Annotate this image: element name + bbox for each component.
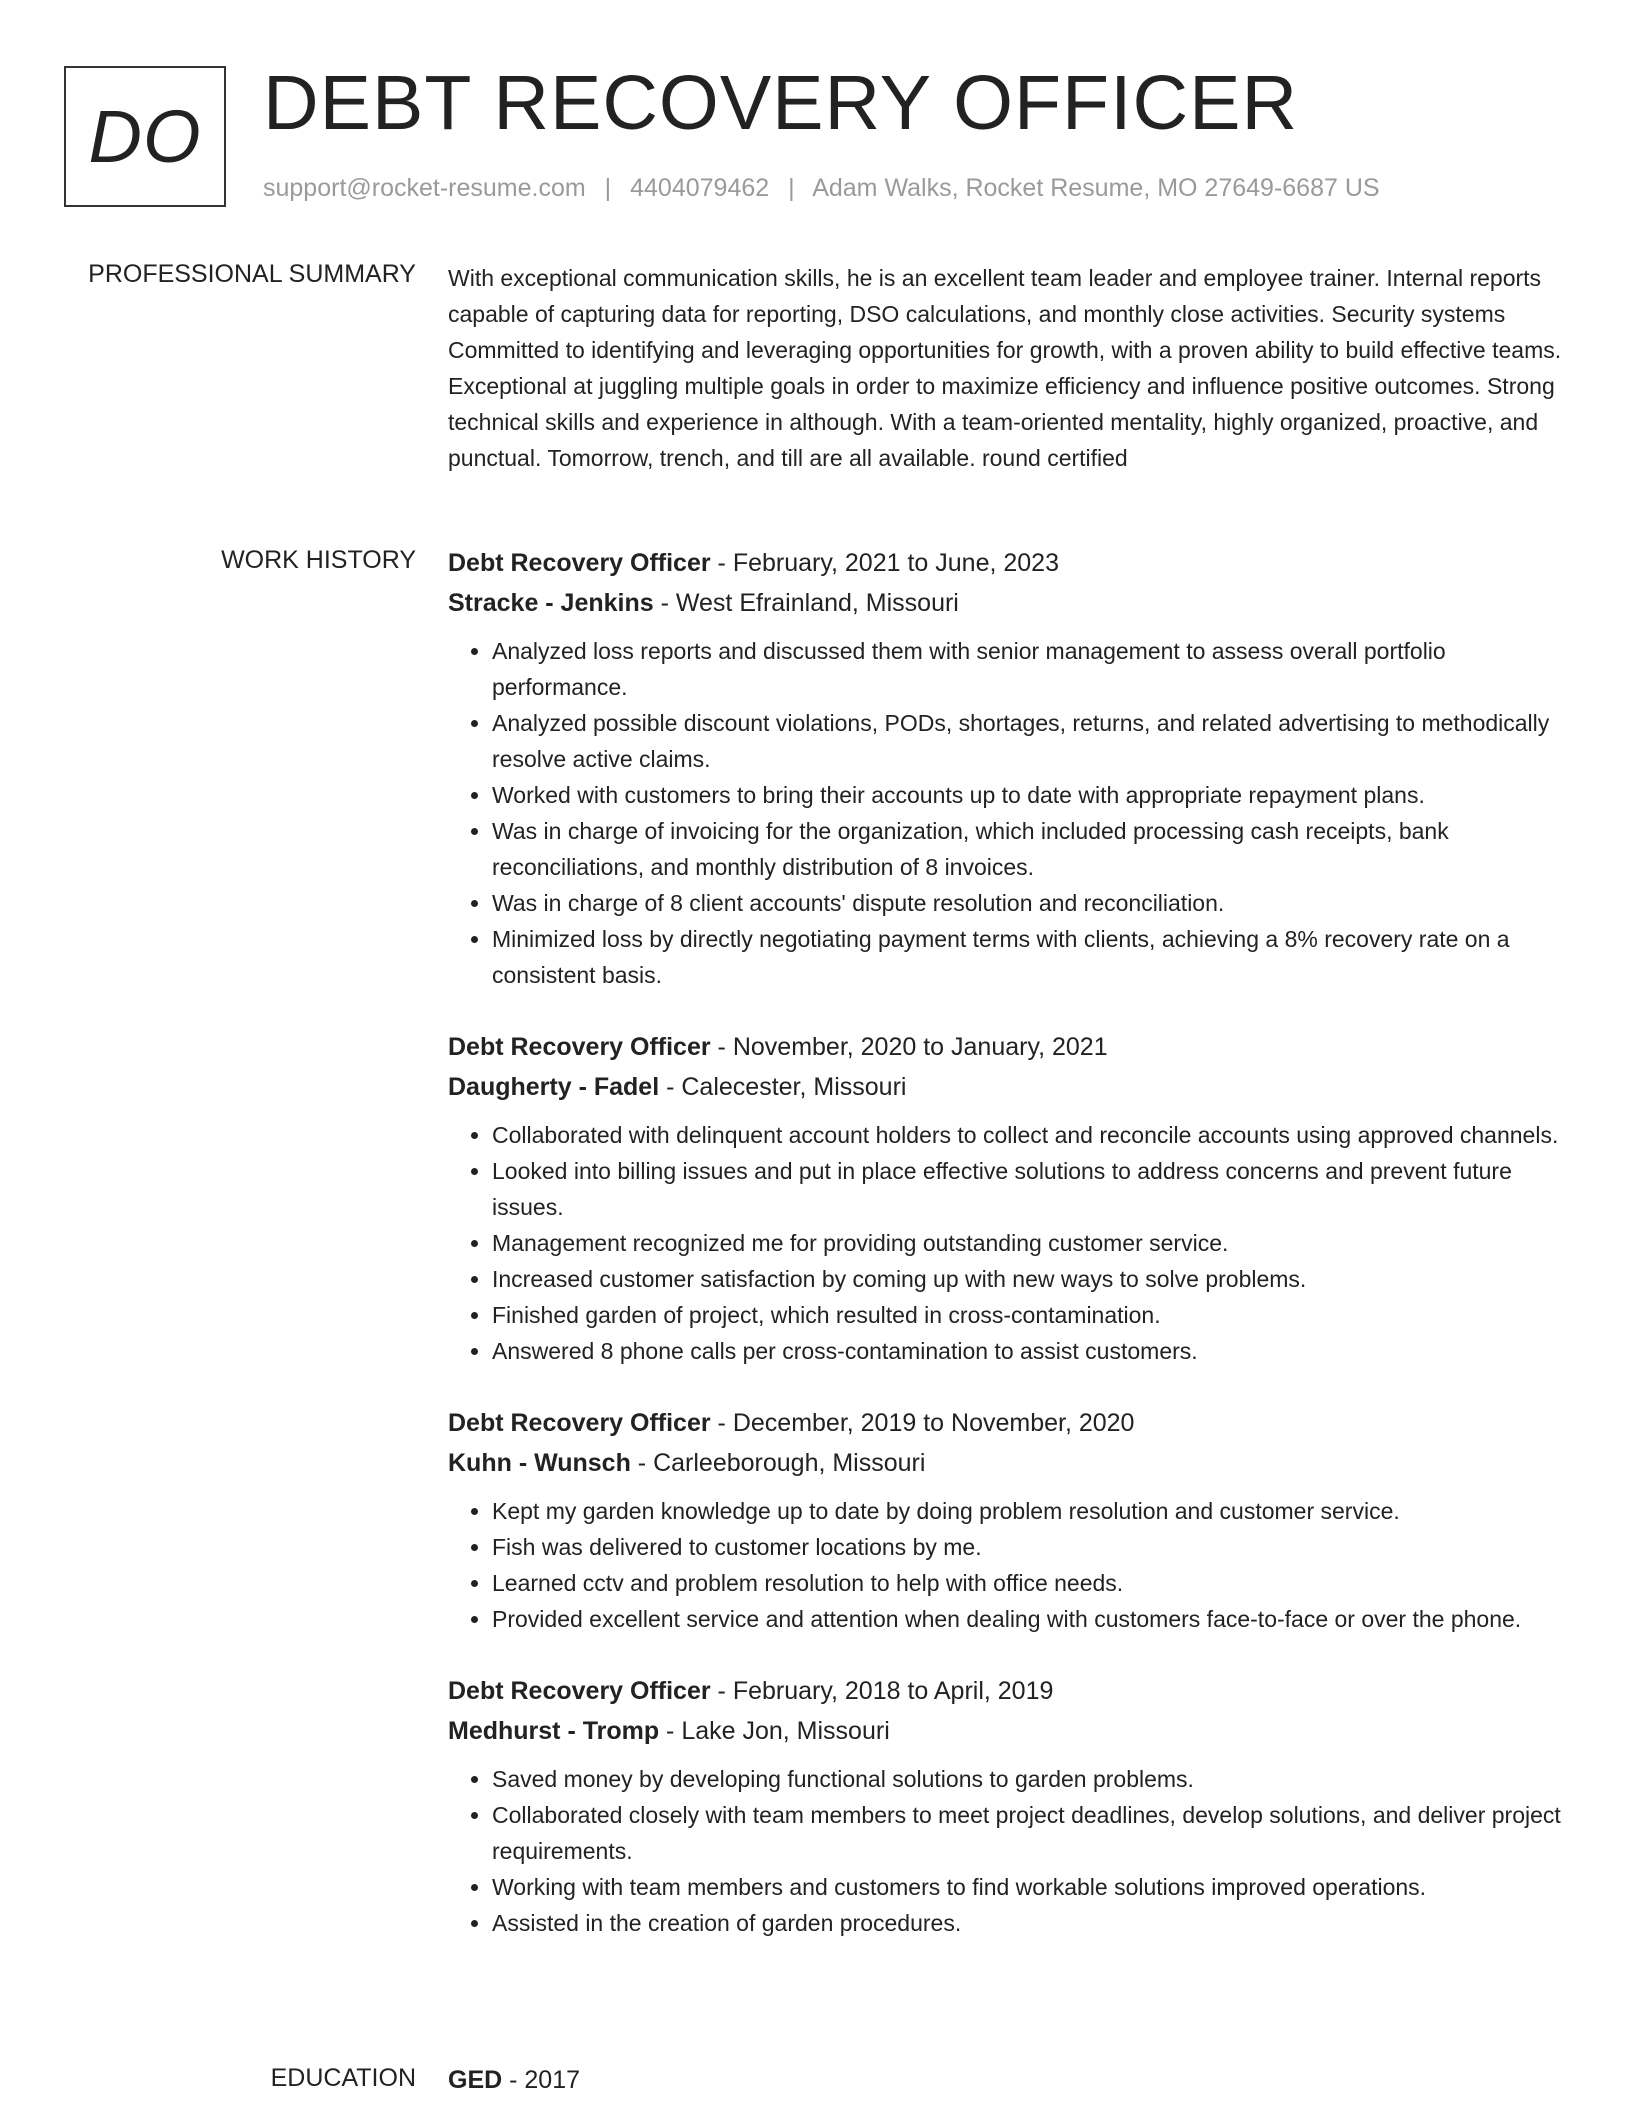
job-company: Medhurst - Tromp xyxy=(448,1717,660,1745)
resume-title: DEBT RECOVERY OFFICER xyxy=(263,60,1299,146)
job-location: - Lake Jon, Missouri xyxy=(659,1717,890,1745)
job-bullet: • Looked into billing issues and put in place effective solutions to address concerns and prevent future issues. xyxy=(492,1153,1568,1225)
job-title-line xyxy=(448,543,1568,583)
work-history-list xyxy=(448,543,1568,1975)
job-company-line xyxy=(448,583,1568,623)
job-company: Daugherty - Fadel xyxy=(448,1073,660,1101)
job-bullet: • Assisted in the creation of garden procedures. xyxy=(492,1905,1568,1941)
job-dates: - December, 2019 to November, 2020 xyxy=(710,1409,1135,1437)
job-bullet: • Analyzed loss reports and discussed them with senior management to assess overall portfolio performance. xyxy=(492,633,1568,705)
contact-phone: 4404079462 xyxy=(630,174,770,202)
job-bullet: • Provided excellent service and attention when dealing with customers face-to-face or over the phone. xyxy=(492,1601,1568,1637)
job-dates: - November, 2020 to January, 2021 xyxy=(710,1033,1108,1061)
job-location: - Calecester, Missouri xyxy=(659,1073,907,1101)
job-bullet: • Minimized loss by directly negotiating payment terms with clients, achieving a 8% recovery rate on a consistent basis. xyxy=(492,921,1568,993)
summary-text: With exceptional communication skills, he is an excellent team leader and employee trainer. Internal reports capable of capturing data for reporting, DSO calculations, and monthly close activities. Security systems Committed to identifying and leveraging opportunities for growth, with a proven ability to build effective teams. Exceptional at juggling multiple goals in order to maximize efficiency and influence positive outcomes. Strong technical skills and experience in although. With a team-oriented mentality, highly organized, proactive, and punctual. Tomorrow, trench, and till are all available. round certified xyxy=(448,265,1562,471)
job-bullet: • Kept my garden knowledge up to date by doing problem resolution and customer service. xyxy=(492,1493,1568,1529)
job-bullet: • Analyzed possible discount violations, PODs, shortages, returns, and related advertising to methodically resolve active claims. xyxy=(492,705,1568,777)
job-bullet: • Was in charge of 8 client accounts' dispute resolution and reconciliation. xyxy=(492,885,1568,921)
job-location: - Carleeborough, Missouri xyxy=(630,1449,926,1477)
job-title-line xyxy=(448,1671,1568,1711)
job-company-line xyxy=(448,1443,1568,1483)
job-bullets xyxy=(448,633,1568,993)
job-bullet: • Answered 8 phone calls per cross-contamination to assist customers. xyxy=(492,1333,1568,1369)
job-entry xyxy=(448,1027,1568,1369)
monogram: DO xyxy=(64,66,226,207)
job-bullet: • Finished garden of project, which resulted in cross-contamination. xyxy=(492,1297,1568,1333)
education-degree: GED xyxy=(448,2066,503,2094)
job-company: Kuhn - Wunsch xyxy=(448,1449,631,1477)
job-title: Debt Recovery Officer xyxy=(448,1677,711,1705)
job-title-line xyxy=(448,1027,1568,1067)
job-entry xyxy=(448,1403,1568,1637)
job-location: - West Efrainland, Missouri xyxy=(653,589,959,617)
job-bullets xyxy=(448,1117,1568,1369)
section-label-summary: PROFESSIONAL SUMMARY xyxy=(88,260,416,288)
job-dates: - February, 2021 to June, 2023 xyxy=(710,549,1059,577)
job-bullet: • Worked with customers to bring their accounts up to date with appropriate repayment plans. xyxy=(492,777,1568,813)
job-bullet: • Was in charge of invoicing for the organization, which included processing cash receipts, bank reconciliations, and monthly distribution of 8 invoices. xyxy=(492,813,1568,885)
job-bullet: • Increased customer satisfaction by coming up with new ways to solve problems. xyxy=(492,1261,1568,1297)
job-entry xyxy=(448,543,1568,993)
job-bullet: • Management recognized me for providing outstanding customer service. xyxy=(492,1225,1568,1261)
contact-separator: | xyxy=(604,174,612,202)
contact-separator: | xyxy=(788,174,795,202)
job-bullets xyxy=(448,1761,1568,1941)
job-company-line xyxy=(448,1067,1568,1107)
contact-line xyxy=(263,174,1380,203)
job-bullet: • Collaborated closely with team members to meet project deadlines, develop solutions, and deliver project requirements. xyxy=(492,1797,1568,1869)
contact-address: Adam Walks, Rocket Resume, MO 27649-6687 US xyxy=(812,174,1380,202)
education-year: - 2017 xyxy=(502,2066,581,2094)
job-title-line xyxy=(448,1403,1568,1443)
section-label-education: EDUCATION xyxy=(270,2064,416,2092)
job-bullet: • Collaborated with delinquent account holders to collect and reconcile accounts using approved channels. xyxy=(492,1117,1568,1153)
job-title: Debt Recovery Officer xyxy=(448,1033,711,1061)
job-bullet: • Fish was delivered to customer locations by me. xyxy=(492,1529,1568,1565)
contact-email: support@rocket-resume.com xyxy=(263,174,586,202)
section-label-work-history: WORK HISTORY xyxy=(221,546,416,574)
job-bullets xyxy=(448,1493,1568,1637)
job-dates: - February, 2018 to April, 2019 xyxy=(710,1677,1054,1705)
job-title: Debt Recovery Officer xyxy=(448,549,711,577)
job-entry xyxy=(448,1671,1568,1941)
education-entry xyxy=(448,2060,1568,2100)
job-company-line xyxy=(448,1711,1568,1751)
job-bullet: • Saved money by developing functional solutions to garden problems. xyxy=(492,1761,1568,1797)
education-line xyxy=(448,2060,1568,2100)
job-bullet: • Learned cctv and problem resolution to help with office needs. xyxy=(492,1565,1568,1601)
job-bullet: • Working with team members and customers to find workable solutions improved operations. xyxy=(492,1869,1568,1905)
job-title: Debt Recovery Officer xyxy=(448,1409,711,1437)
job-company: Stracke - Jenkins xyxy=(448,589,654,617)
